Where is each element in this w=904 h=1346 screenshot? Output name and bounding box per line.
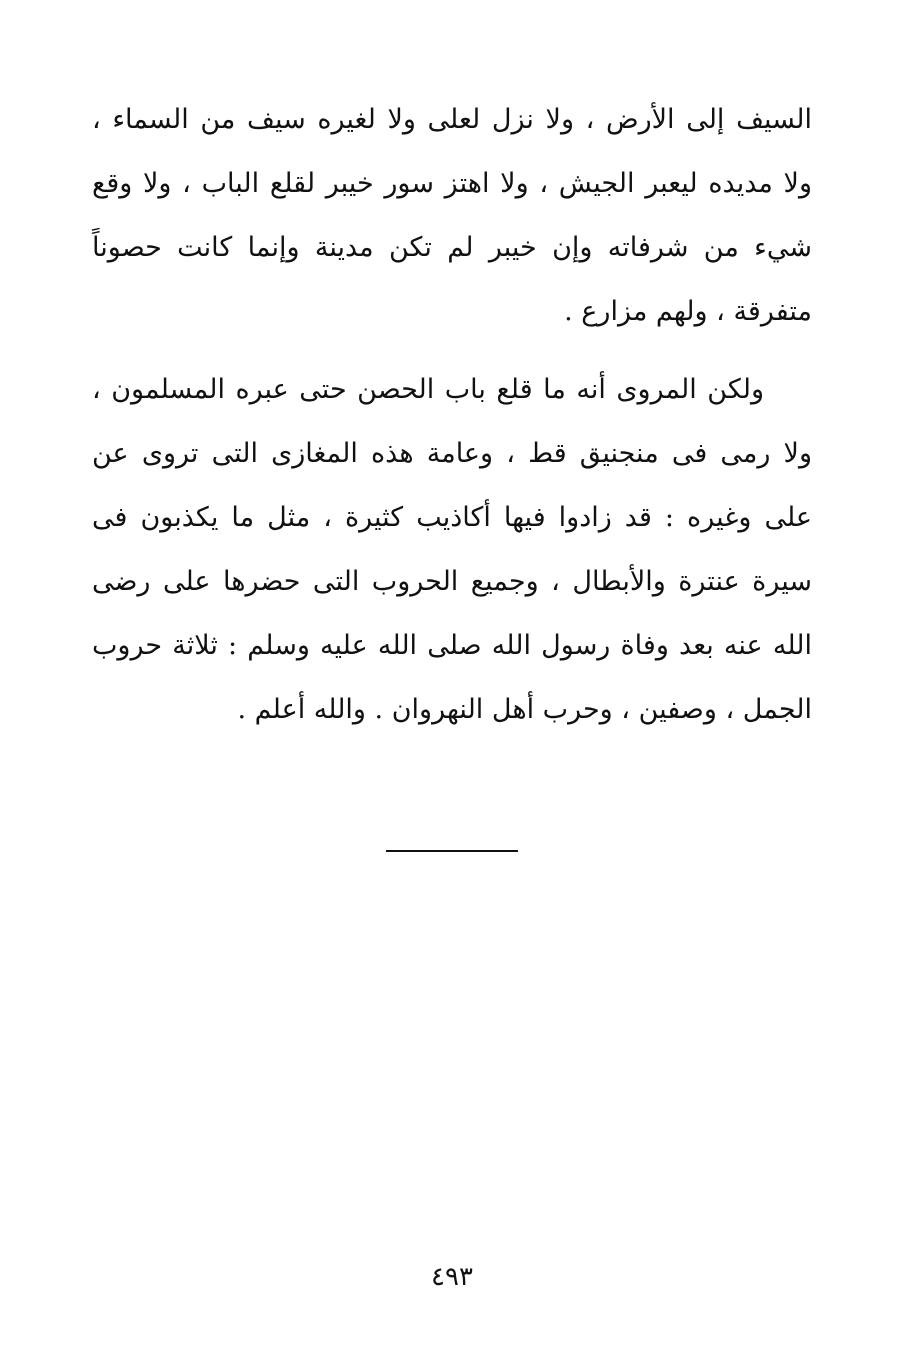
paragraph-1: السيف إلى الأرض ، ولا نزل لعلى ولا لغيره سيف من السماء ، ولا مديده ليعبر الجيش ، ولا اهتز سور خيبر لقلع الباب ، ولا وقع شيء من شرفاته وإن خيبر لم تكن مدينة وإنما كانت حصوناً متفرقة ، ولهم مزارع .: [92, 104, 812, 327]
section-separator-line: [386, 850, 518, 852]
body-text: [92, 88, 812, 742]
page-number: ٤٩٣: [431, 1262, 473, 1292]
paragraph-2: ولكن المروى أنه ما قلع باب الحصن حتى عبره المسلمون ، ولا رمى فى منجنيق قط ، وعامة هذه المغازى التى تروى عن على وغيره : قد زادوا فيها أكاذيب كثيرة ، مثل ما يكذبون فى سيرة عنترة والأبطال ، وجميع الحروب التى حضرها على رضى الله عنه بعد وفاة رسول الله صلى الله عليه وسلم : ثلاثة حروب الجمل ، وصفين ، وحرب أهل النهروان . والله أعلم .: [92, 374, 812, 725]
